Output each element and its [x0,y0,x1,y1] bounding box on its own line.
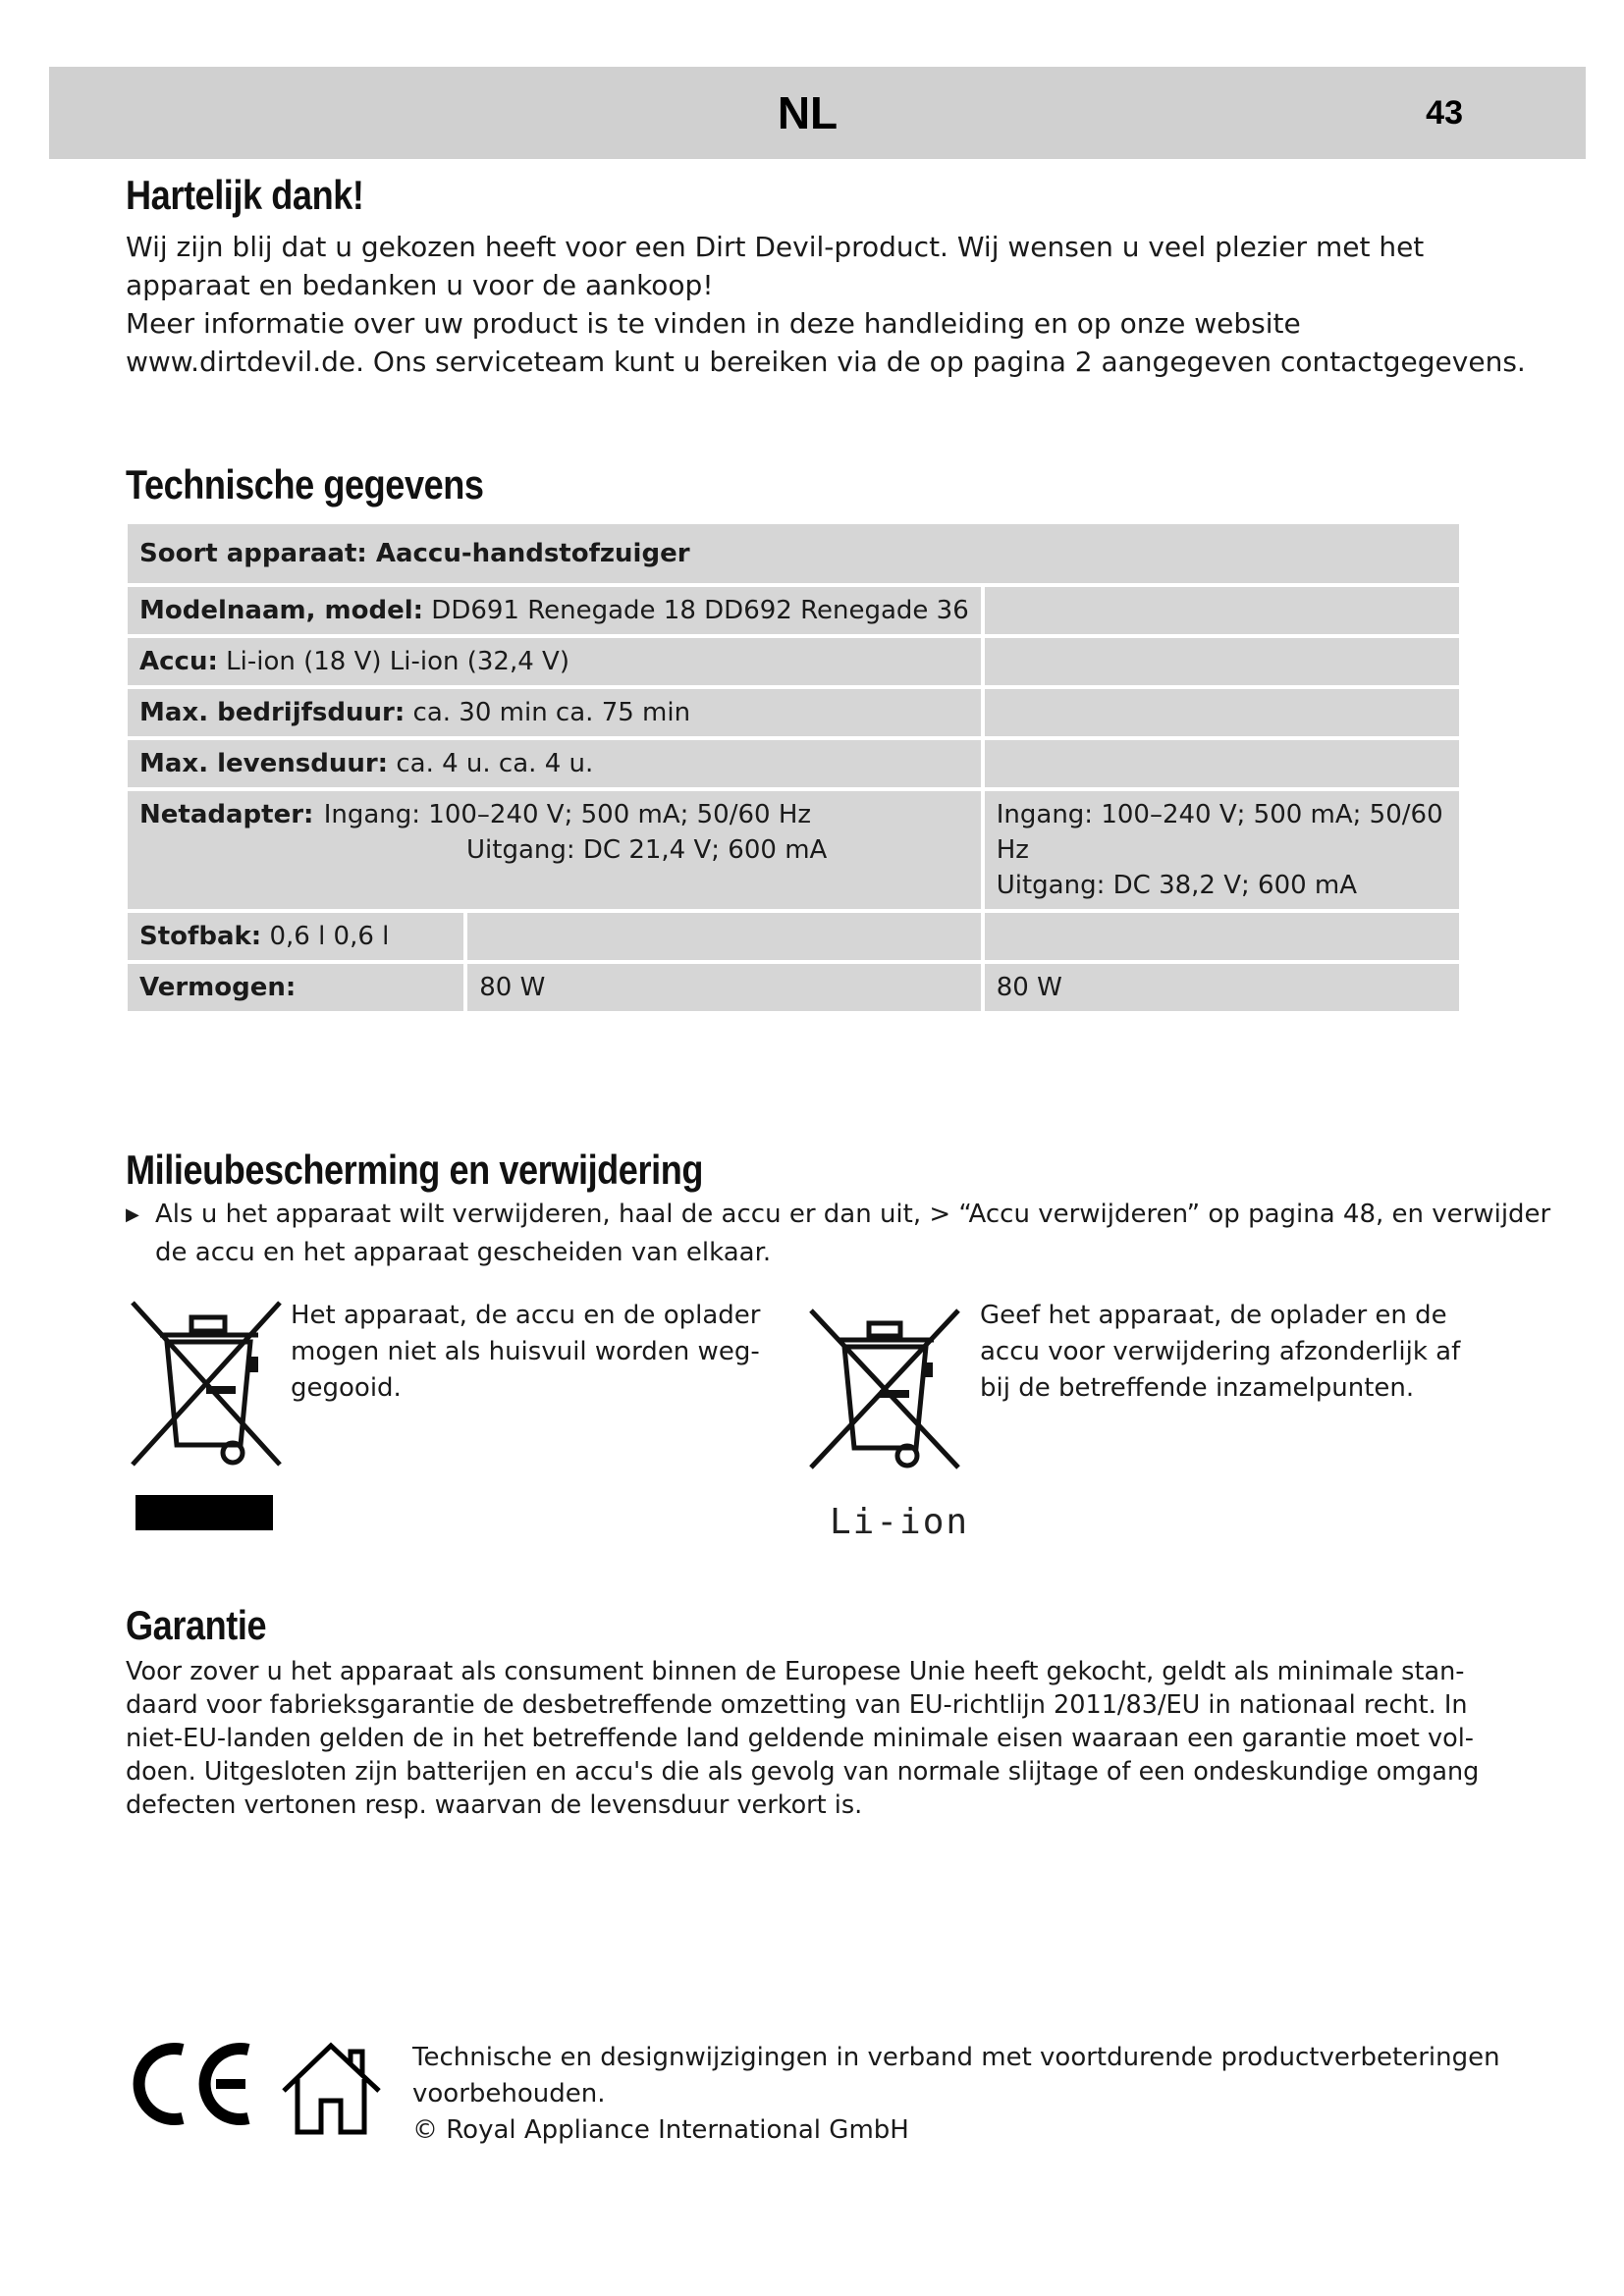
netadapter-input: Ingang: 100–240 V; 500 mA; 50/60 Hz [996,800,1443,865]
bullet-line: Als u het apparaat wilt verwijderen, haal de accu er dan uit, > “Accu verwijderen” op pagina 48, en verwijder [155,1200,1551,1229]
table-row [128,524,1459,583]
row-label: Max. levensduur: [139,749,389,778]
ce-mark-icon [126,2040,258,2128]
page-number: 43 [1426,94,1463,132]
bullet-line: de accu en het apparaat gescheiden van elkaar. [155,1238,772,1267]
netadapter-input: Ingang: 100–240 V; 500 mA; 50/60 Hz [323,800,812,829]
bin-text-line: bij de betreffende inzamelpunten. [980,1373,1415,1403]
row-value [324,800,811,829]
table-row [128,689,1459,736]
table-row [128,638,1459,685]
row-label: Vermogen: [139,973,297,1002]
environment-title: Milieubescherming en verwijdering [126,1147,703,1193]
table-cell: 80 W [985,964,1459,1011]
table-cell: 80 W [467,964,984,1011]
page-header [49,67,1586,159]
crossed-out-wheelie-bin-icon [123,1298,290,1469]
bin-text-2 [980,1298,1460,1407]
warranty-line: daard voor fabrieksgarantie de desbetreffende omzetting van EU-richtlijn 2011/83/EU in nationaal recht. In [126,1690,1468,1720]
table-cell [985,587,1459,634]
thanks-line: Meer informatie over uw product is te vinden in deze handleiding en op onze website [126,307,1301,340]
bin-text-1 [291,1298,760,1407]
row-label: Accu: [139,647,218,676]
thanks-line: www.dirtdevil.de. Ons serviceteam kunt u bereiken via de op pagina 2 aangegeven contactgegevens. [126,346,1526,378]
warranty-line: Voor zover u het apparaat als consument binnen de Europese Unie heeft gekocht, geldt als minimale stan- [126,1657,1465,1686]
bin-text-line: mogen niet als huisvuil worden weg- [291,1337,760,1366]
thanks-line: Wij zijn blij dat u gekozen heeft voor een Dirt Devil-product. Wij wensen u veel plezier met het [126,231,1425,263]
table-row [128,913,1459,960]
tech-title: Technische gegevens [126,461,484,507]
thanks-line: apparaat en bedanken u voor de aankoop! [126,269,714,301]
warranty-line: doen. Uitgesloten zijn batterijen en accu's die als gevolg van normale slijtage of een ondeskundige omgang [126,1757,1480,1787]
row-value: DD691 Renegade 18 DD692 Renegade 36 [431,596,969,625]
device-type-cell: Soort apparaat: Aaccu-handstofzuiger [128,524,1459,583]
netadapter-output: Uitgang: DC 38,2 V; 600 mA [996,871,1358,900]
row-label: Modelnaam, model: [139,596,424,625]
footer-notice [412,2040,1532,2149]
triangle-bullet-icon: ▶ [126,1204,139,1225]
table-cell [467,913,984,960]
row-value: ca. 30 min ca. 75 min [412,698,691,727]
netadapter-output: Uitgang: DC 21,4 V; 600 mA [466,835,828,865]
spec-table [128,520,1459,1015]
row-value: ca. 4 u. ca. 4 u. [396,749,594,778]
table-cell [128,638,985,685]
table-row [128,740,1459,787]
table-row [128,587,1459,634]
row-label: Max. bedrijfsduur: [139,698,406,727]
bin-text-line: Geef het apparaat, de oplader en de [980,1301,1447,1330]
footer-line: © Royal Appliance International GmbH [412,2115,909,2145]
table-row [128,964,1459,1011]
table-cell [985,913,1459,960]
liion-label: Li-ion [830,1502,970,1542]
footer-line: Technische en designwijzigingen in verband met voortdurende productverbeteringen [412,2043,1500,2072]
table-cell [985,740,1459,787]
table-cell [985,791,1459,909]
table-cell [985,689,1459,736]
warranty-line: defecten vertonen resp. waarvan de levensduur verkort is. [126,1790,863,1820]
black-bar-marking [135,1495,273,1530]
table-cell [128,587,985,634]
row-value: 0,6 l 0,6 l [269,922,390,951]
crossed-out-wheelie-bin-icon [803,1306,965,1472]
table-cell [128,689,985,736]
indoor-use-house-icon [280,2042,383,2135]
row-label: Netadapter: [139,800,314,829]
table-row [128,791,1459,909]
table-cell [985,638,1459,685]
bin-text-line: Het apparaat, de accu en de oplader [291,1301,761,1330]
row-label: Stofbak: [139,922,262,951]
warranty-line: niet-EU-landen gelden de in het betreffende land geldende minimale eisen waaraan een garantie moet vol- [126,1724,1475,1753]
thanks-paragraph [126,228,1526,381]
table-cell [128,964,467,1011]
table-cell [128,913,467,960]
row-value: Li-ion (18 V) Li-ion (32,4 V) [226,647,569,676]
footer-line: voorbehouden. [412,2079,606,2109]
warranty-paragraph [126,1655,1500,1822]
thanks-title: Hartelijk dank! [126,172,364,218]
table-cell [128,791,985,909]
bin-text-line: gegooid. [291,1373,402,1403]
language-code: NL [777,87,839,138]
warranty-title: Garantie [126,1602,267,1648]
table-cell [128,740,985,787]
bin-text-line: accu voor verwijdering afzonderlijk af [980,1337,1461,1366]
